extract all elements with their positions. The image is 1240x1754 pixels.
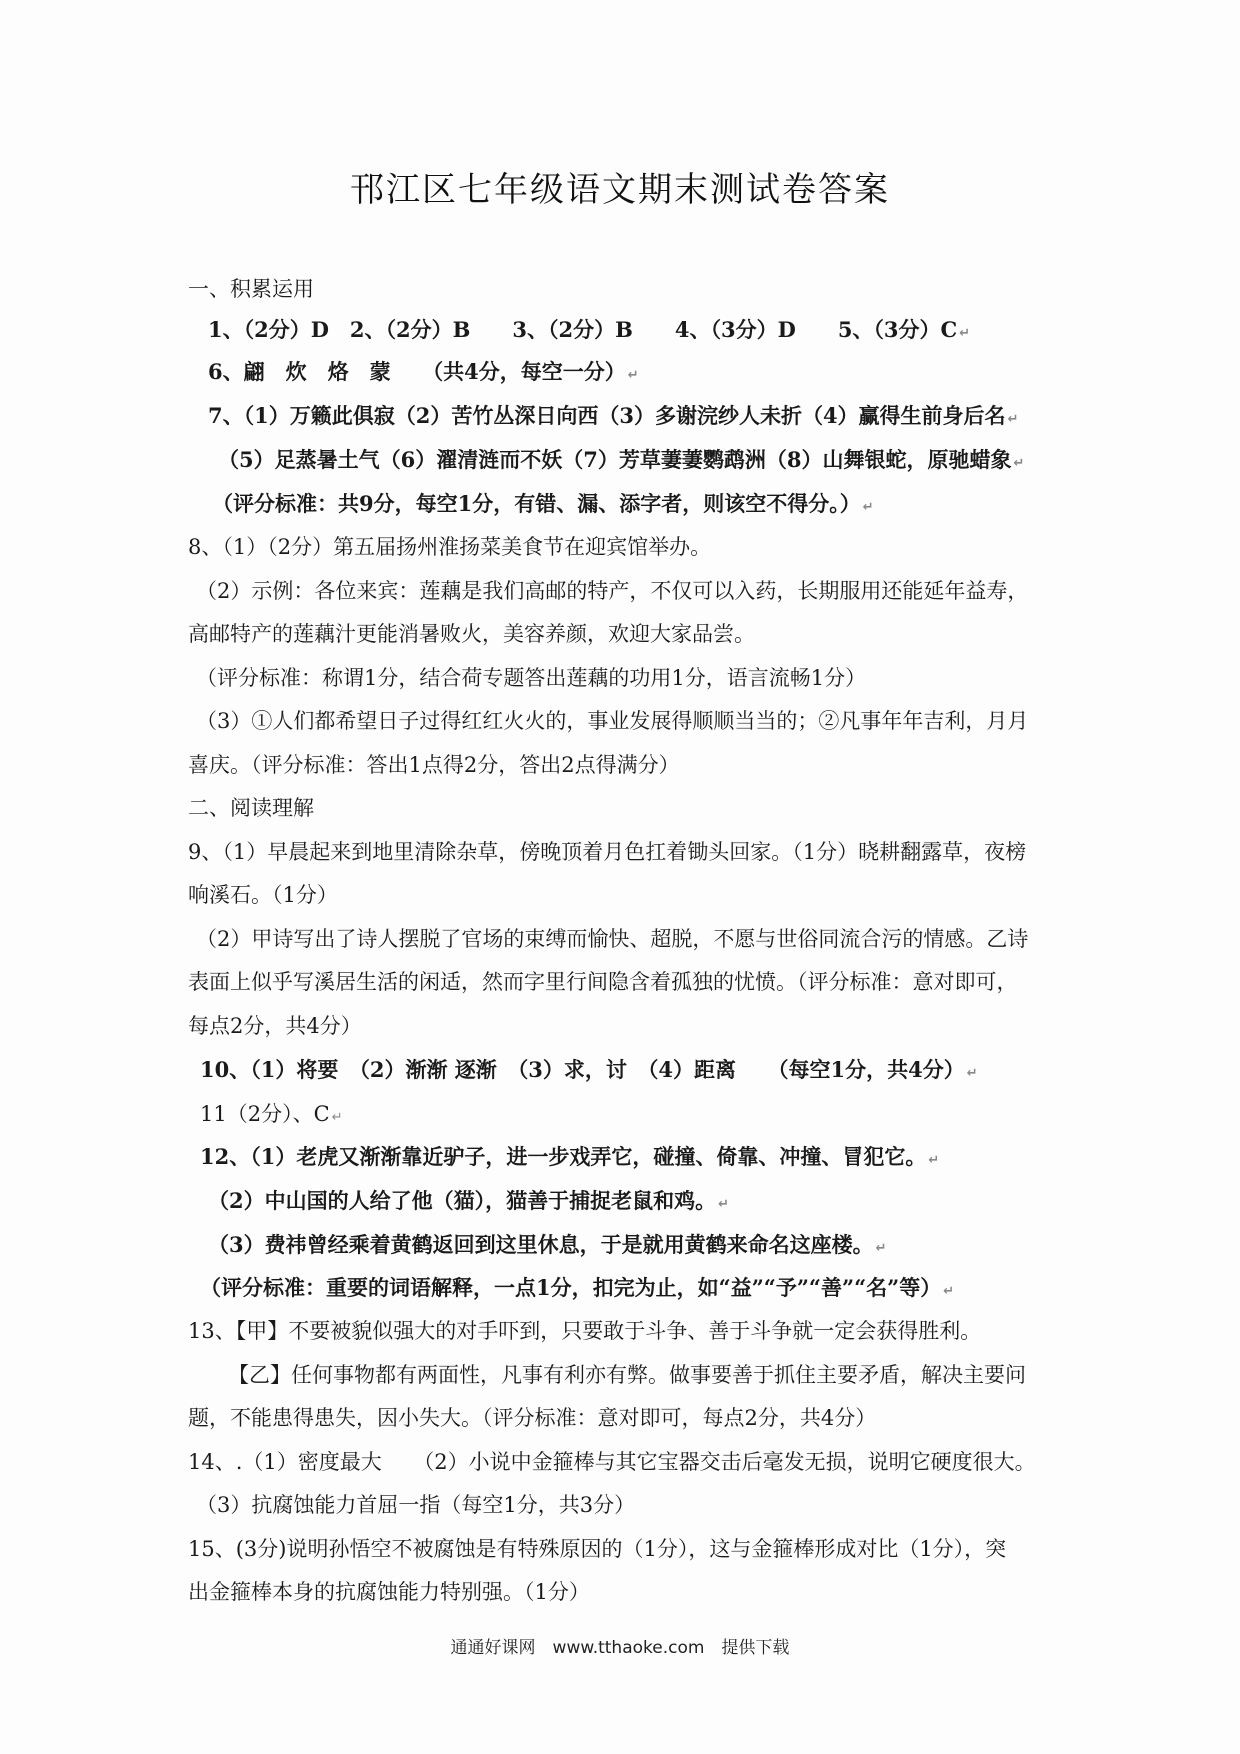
answer-line-q13-jia: 13、【甲】不要被貌似强大的对手吓到，只要敢于斗争、善于斗争就一定会获得胜利。 bbox=[188, 1319, 982, 1343]
answer-line-q15-b: 出金箍棒本身的抗腐蚀能力特别强。（1分） bbox=[188, 1580, 590, 1604]
answer-line-q7-part1 bbox=[208, 402, 1018, 434]
answer-line-q14-a: 14、.（1）密度最大 （2）小说中金箍棒与其它宝器交击后毫发无损，说明它硬度很大。 bbox=[188, 1450, 1036, 1474]
answer-line-q9-2a: （2）甲诗写出了诗人摆脱了官场的束缚而愉快、超脱，不愿与世俗同流合污的情感。乙诗 bbox=[196, 927, 1029, 951]
answer-line-q9-2b: 表面上似乎写溪居生活的闲适，然而字里行间隐含着孤独的忧愤。（评分标准：意对即可， bbox=[188, 970, 1018, 994]
return-mark-icon: ↵ bbox=[943, 1284, 955, 1299]
answer-line-q15-a: 15、(3分)说明孙悟空不被腐蚀是有特殊原因的（1分），这与金箍棒形成对比（1分），突 bbox=[188, 1537, 1007, 1561]
return-mark-icon: ↵ bbox=[966, 1066, 978, 1081]
answer-text: 10、（1）将要 （2）渐渐 逐渐 （3）求，讨 （4）距离 （每空1分，共4分） bbox=[200, 1057, 965, 1082]
answer-line-q14-b: （3）抗腐蚀能力首屈一指（每空1分，共3分） bbox=[196, 1493, 636, 1517]
answer-line-q9-2c: 每点2分，共4分） bbox=[188, 1014, 362, 1038]
answer-line-q13-yi-a: 【乙】任何事物都有两面性，凡事有利亦有弊。做事要善于抓住主要矛盾，解决主要问 bbox=[228, 1363, 1026, 1387]
answer-text: （评分标准：共9分，每空1分，有错、漏、添字者，则该空不得分。） bbox=[212, 491, 861, 516]
section-heading-2: 二、阅读理解 bbox=[188, 796, 314, 820]
answer-line-q1-5 bbox=[208, 316, 970, 348]
answer-text: 6、翩 炊 烙 蒙 （共4分，每空一分） bbox=[208, 359, 626, 384]
return-mark-icon: ↵ bbox=[718, 1197, 730, 1212]
return-mark-icon: ↵ bbox=[331, 1110, 343, 1125]
scoring-note-q7 bbox=[212, 490, 874, 522]
answer-text: （评分标准：重要的词语解释，一点1分，扣完为止，如“益”“予”“善”“名”等） bbox=[200, 1275, 942, 1300]
answer-line-q9-1b: 响溪石。（1分） bbox=[188, 883, 338, 907]
section-heading-1: 一、积累运用 bbox=[188, 277, 314, 301]
answer-line-q6 bbox=[208, 358, 639, 390]
return-mark-icon: ↵ bbox=[959, 326, 971, 341]
return-mark-icon: ↵ bbox=[862, 500, 874, 515]
return-mark-icon: ↵ bbox=[875, 1241, 887, 1256]
return-mark-icon: ↵ bbox=[1007, 412, 1019, 427]
answer-text: （5）足蒸暑土气（6）濯清涟而不妖（7）芳草萋萋鹦鹉洲（8）山舞银蛇，原驰蜡象 bbox=[218, 447, 1012, 472]
answer-text: 12、（1）老虎又渐渐靠近驴子，进一步戏弄它，碰撞、倚靠、冲撞、冒犯它。 bbox=[200, 1144, 927, 1169]
answer-line-q9-1a: 9、（1）早晨起来到地里清除杂草，傍晚顶着月色扛着锄头回家。（1分）晓耕翻露草，夜榜 bbox=[188, 840, 1027, 864]
answer-line-q8-2a: （2）示例：各位来宾：莲藕是我们高邮的特产，不仅可以入药，长期服用还能延年益寿， bbox=[196, 579, 1029, 603]
answer-line-q8-1: 8、（1）（2分）第五届扬州淮扬菜美食节在迎宾馆举办。 bbox=[188, 535, 712, 559]
answer-text: 7、（1）万籁此俱寂（2）苦竹丛深日向西（3）多谢浣纱人未折（4）赢得生前身后名 bbox=[208, 403, 1006, 428]
answer-line-q8-3a: （3）①人们都希望日子过得红红火火的，事业发展得顺顺当当的；②凡事年年吉利，月月 bbox=[196, 709, 1029, 733]
answer-line-q8-2b: 高邮特产的莲藕汁更能消暑败火，美容养颜，欢迎大家品尝。 bbox=[188, 622, 755, 646]
answer-line-q11 bbox=[200, 1100, 343, 1132]
answer-line-q7-part2 bbox=[218, 446, 1024, 478]
footer-source-note: 通通好课网 www.tthaoke.com 提供下载 bbox=[450, 1638, 790, 1658]
answer-text: （3）费祎曾经乘着黄鹤返回到这里休息，于是就用黄鹤来命名这座楼。 bbox=[208, 1232, 874, 1257]
answer-line-q13-yi-b: 题，不能患得患失，因小失大。（评分标准：意对即可，每点2分，共4分） bbox=[188, 1406, 877, 1430]
answer-line-q12-1 bbox=[200, 1143, 939, 1175]
answer-line-q12-2 bbox=[208, 1187, 729, 1219]
answer-text: （2）中山国的人给了他（猫），猫善于捕捉老鼠和鸡。 bbox=[208, 1188, 717, 1213]
answer-line-q8-3b: 喜庆。（评分标准：答出1点得2分，答出2点得满分） bbox=[188, 753, 680, 777]
return-mark-icon: ↵ bbox=[928, 1153, 940, 1168]
scoring-note-q12 bbox=[200, 1274, 954, 1306]
answer-text: 11（2分）、C bbox=[200, 1102, 330, 1126]
answer-text: 1、（2分）D 2、（2分）B 3、（2分）B 4、（3分）D 5、（3分）C bbox=[208, 317, 958, 342]
page-title: 邗江区七年级语文期末测试卷答案 bbox=[350, 170, 890, 210]
return-mark-icon: ↵ bbox=[1013, 456, 1025, 471]
return-mark-icon: ↵ bbox=[627, 368, 639, 383]
answer-line-q12-3 bbox=[208, 1231, 887, 1263]
answer-line-q10 bbox=[200, 1056, 978, 1088]
scoring-note-q8: （评分标准：称谓1分，结合荷专题答出莲藕的功用1分，语言流畅1分） bbox=[196, 666, 867, 690]
